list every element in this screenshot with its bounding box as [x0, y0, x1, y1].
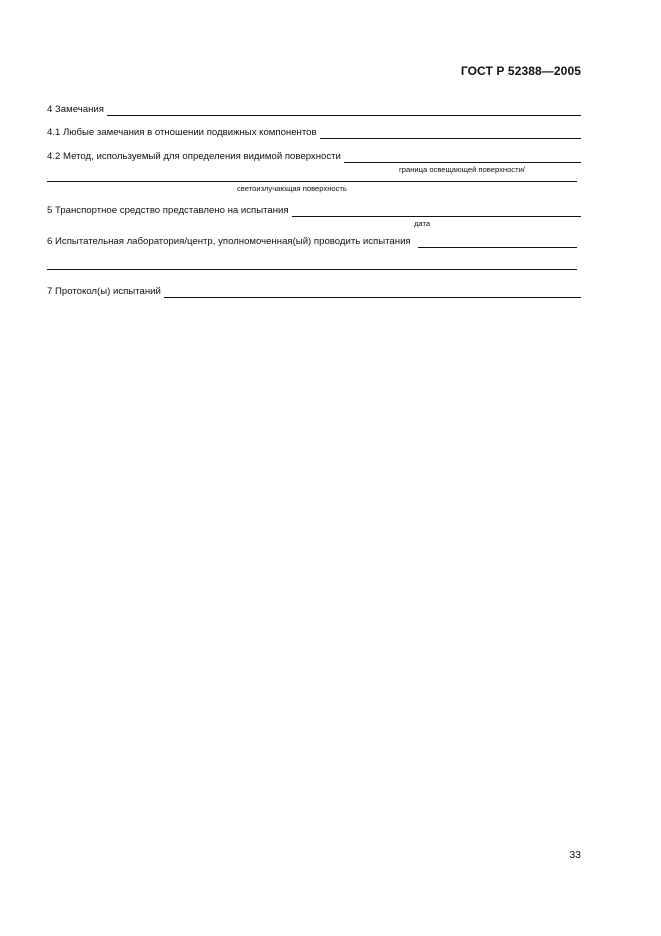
blank-field-continuation [47, 181, 577, 182]
item-test-laboratory [47, 236, 577, 248]
item-visible-surface-method [47, 151, 581, 163]
field-caption: граница освещающей поверхности/ [399, 165, 525, 174]
item-label: 5 Транспортное средство представлено на испытания [47, 205, 289, 216]
blank-field [292, 207, 581, 217]
item-label: 7 Протокол(ы) испытаний [47, 286, 161, 297]
blank-field-continuation [47, 269, 577, 270]
field-caption: светоизлучающая поверхность [237, 184, 347, 193]
item-test-reports [47, 286, 581, 298]
item-label: 4.2 Метод, используемый для определения видимой поверхности [47, 151, 341, 162]
item-moving-components [47, 127, 581, 139]
item-label: 6 Испытательная лаборатория/центр, уполномоченная(ый) проводить испытания [47, 236, 411, 247]
blank-field [320, 129, 581, 139]
blank-field [418, 238, 577, 248]
blank-field [164, 288, 581, 298]
field-caption: дата [414, 219, 431, 228]
blank-field [344, 153, 581, 163]
item-label: 4.1 Любые замечания в отношении подвижных компонентов [47, 127, 317, 138]
item-label: 4 Замечания [47, 104, 104, 115]
standard-code: ГОСТ Р 52388—2005 [460, 64, 581, 78]
item-vehicle-submitted [47, 205, 581, 217]
blank-field [107, 106, 581, 116]
page-number: 33 [569, 849, 581, 861]
item-remarks [47, 104, 581, 116]
